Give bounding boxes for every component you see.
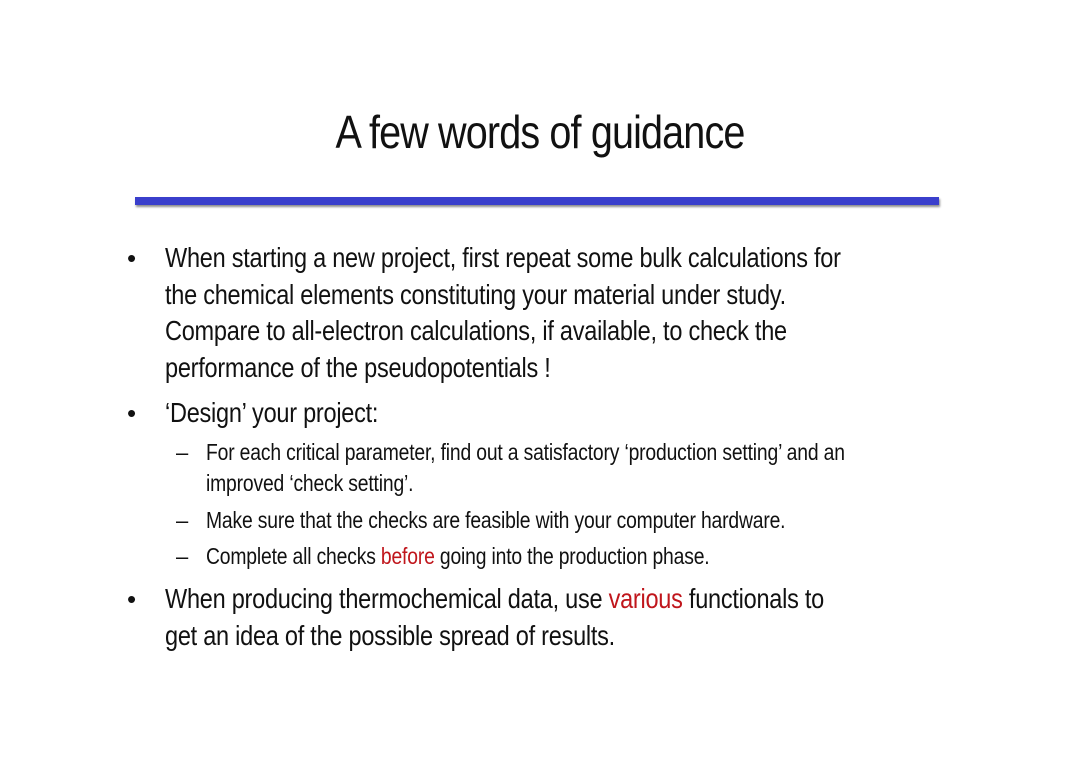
bullet-3-line-2: get an idea of the possible spread of results.: [165, 619, 615, 651]
bullet-3-after: functionals to: [682, 583, 825, 614]
subitem-1-line-1: For each critical parameter, find out a satisfactory ‘production setting’ and an: [206, 439, 845, 465]
bullet-3-before: When producing thermochemical data, use: [165, 583, 609, 614]
subitem-1-line-2: improved ‘check setting’.: [206, 470, 414, 496]
subitem-3-before: Complete all checks: [206, 543, 381, 569]
bullet-2-line-1: ‘Design’ your project:: [165, 397, 379, 428]
subitem-dash: –: [176, 440, 189, 465]
subitem-3-highlight: before: [380, 543, 435, 569]
subitem-2-line-1: Make sure that the checks are feasible with your computer hardware.: [206, 507, 786, 533]
subitem-2-text: [206, 505, 962, 536]
bullet-1-line-2: the chemical elements constituting your material under study.: [165, 278, 786, 310]
bullet-marker: •: [127, 398, 137, 428]
bullet-3-text: [165, 581, 921, 654]
subitem-dash: –: [176, 508, 189, 533]
bullet-marker: •: [127, 584, 137, 614]
bullet-1-line-4: performance of the pseudopotentials !: [165, 351, 551, 383]
bullet-1-line-1: When starting a new project, first repeat some bulk calculations for: [165, 242, 841, 273]
bullet-marker: •: [127, 243, 137, 273]
subitem-3-after: going into the production phase.: [434, 543, 710, 569]
subitem-1-text: [206, 437, 962, 499]
subitem-dash: –: [176, 544, 189, 569]
bullet-2-text: [165, 395, 921, 432]
bullet-1-line-3: Compare to all-electron calculations, if available, to check the: [165, 315, 787, 346]
subitem-3-text: [206, 541, 962, 572]
bullet-3-line-1: [165, 581, 921, 618]
title-divider: [135, 197, 939, 205]
slide-title: A few words of guidance: [335, 106, 745, 158]
bullet-3-highlight: various: [608, 583, 683, 614]
bullet-1-text: [165, 240, 921, 386]
